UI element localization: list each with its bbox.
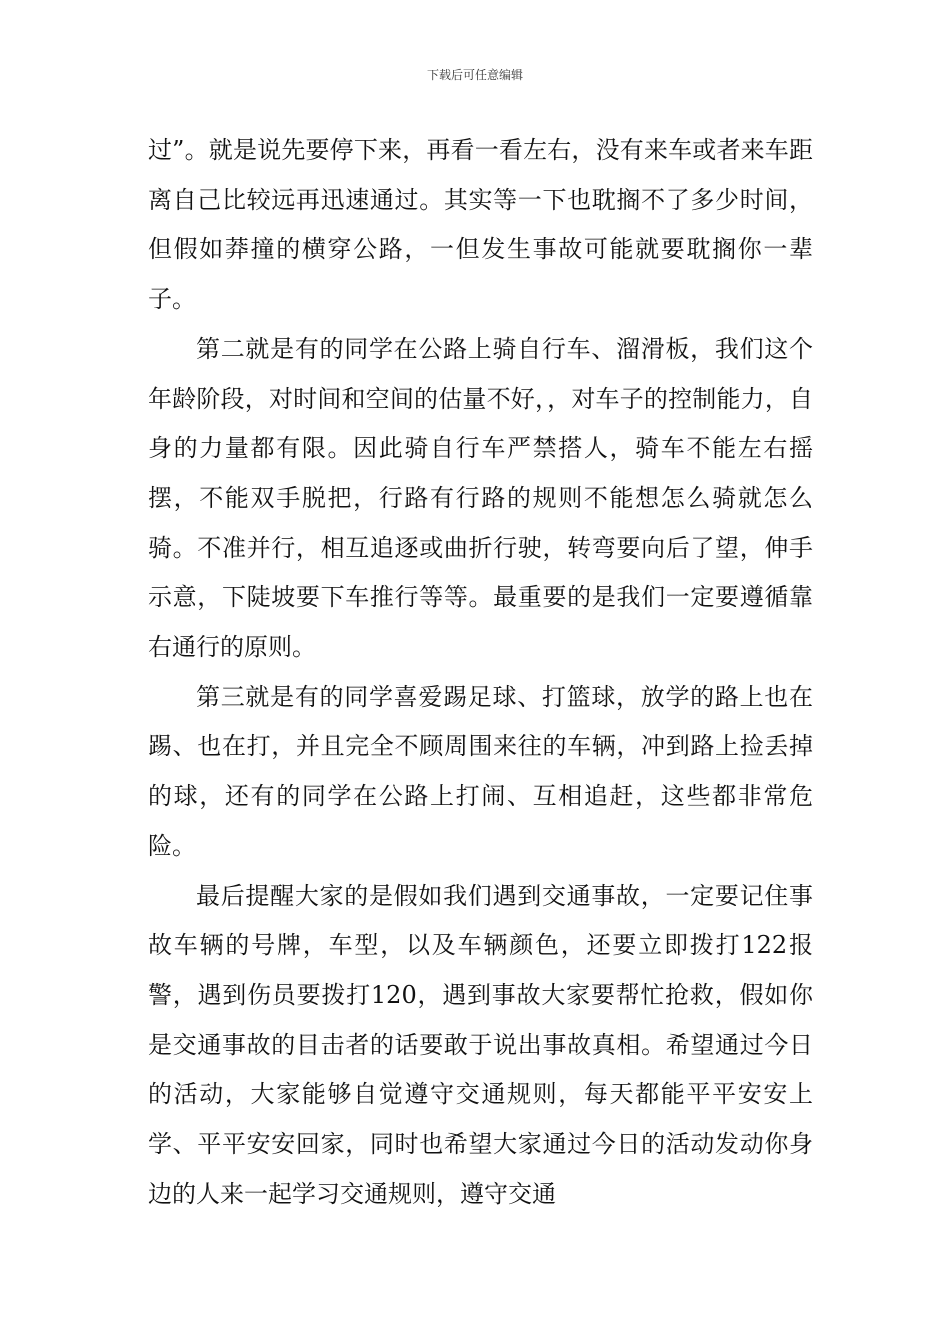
paragraph-1: 过”。就是说先要停下来，再看一看左右，没有来车或者来车距离自己比较远再迅速通过。其实等一下也耽搁不了多少时间，但假如莽撞的横穿公路，一但发生事故可能就要耽搁你一辈子。 [148, 136, 813, 314]
page-header: 下载后可任意编辑 [426, 68, 523, 82]
paragraph-3: 第三就是有的同学喜爱踢足球、打篮球，放学的路上也在踢、也在打，并且完全不顾周围来往的车辆，冲到路上捡丢掉的球，还有的同学在公路上打闹、互相追赶，这些都非常危险。 [148, 682, 813, 860]
document-body [148, 126, 813, 1219]
paragraph-4: 最后提醒大家的是假如我们遇到交通事故，一定要记住事故车辆的号牌，车型，以及车辆颜色，还要立即拨打122报警，遇到伤员要拨打120，遇到事故大家要帮忙抢救，假如你是交通事故的目击者的话要敢于说出事故真相。希望通过今日的活动，大家能够自觉遵守交通规则，每天都能平平安安上学、平平安安回家，同时也希望大家通过今日的活动发动你身边的人来一起学习交通规则，遵守交通 [148, 881, 813, 1208]
paragraph-2: 第二就是有的同学在公路上骑自行车、溜滑板，我们这个年龄阶段，对时间和空间的估量不好，，对车子的控制能力，自身的力量都有限。因此骑自行车严禁搭人，骑车不能左右摇摆，不能双手脱把，行路有行路的规则不能想怎么骑就怎么骑。不准并行，相互追逐或曲折行驶，转弯要向后了望，伸手示意，下陡坡要下车推行等等。最重要的是我们一定要遵循靠右通行的原则。 [148, 334, 813, 662]
